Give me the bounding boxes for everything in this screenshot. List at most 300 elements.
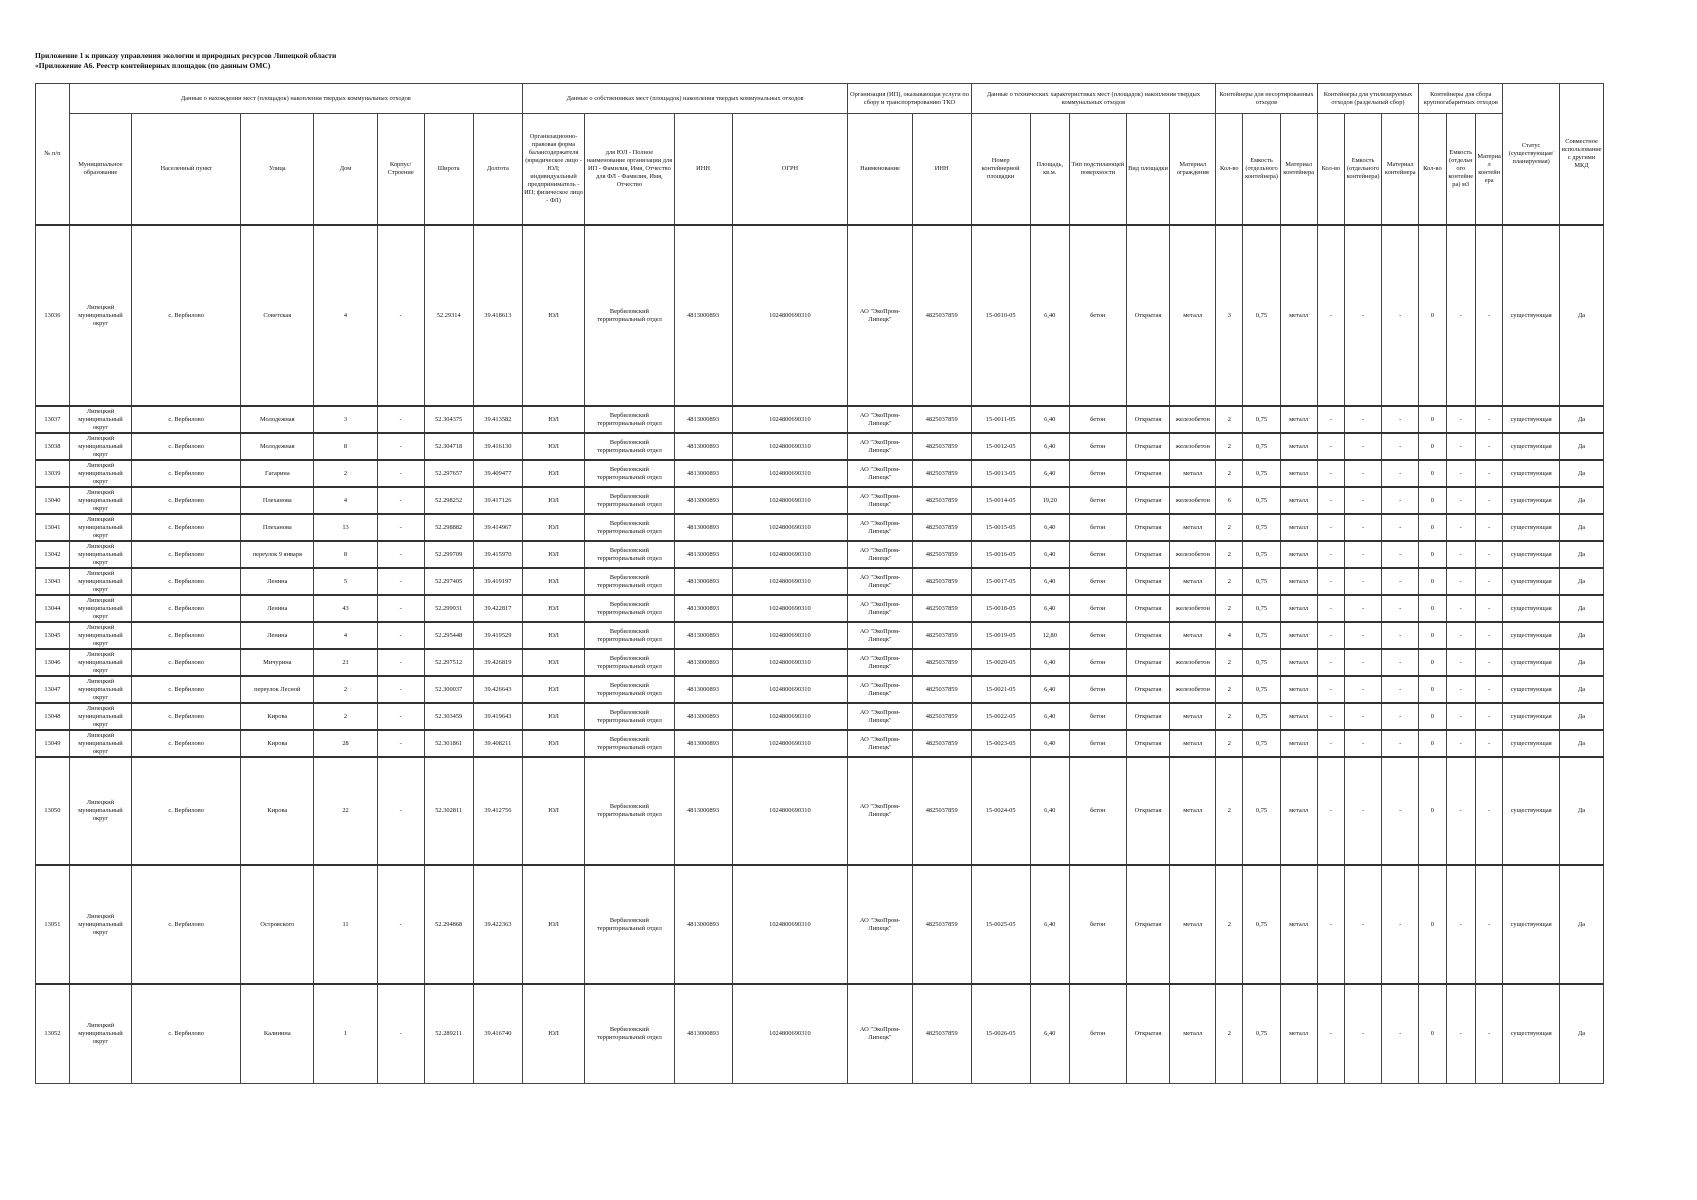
column-header-row (36, 114, 1604, 226)
cell-recyclable-material: - (1382, 541, 1419, 568)
cell-fence-material: железобетон (1170, 487, 1216, 514)
cell-recyclable-material: - (1382, 460, 1419, 487)
cell-recyclable-volume: - (1345, 433, 1382, 460)
cell-longitude: 39.419643 (473, 703, 522, 730)
cell-status: существующая (1503, 568, 1560, 595)
cell-bulky-volume: - (1446, 433, 1475, 460)
cell-bulky-volume: - (1446, 406, 1475, 433)
cell-surface: бетон (1069, 514, 1126, 541)
cell-building: - (377, 649, 424, 676)
group-header-owner: Данные о собственниках мест (площадок) накопления твердых коммунальных отходов (522, 84, 847, 114)
cell-status: существующая (1503, 703, 1560, 730)
cell-site-type: Открытая (1126, 676, 1170, 703)
cell-unsorted-volume: 0,75 (1243, 703, 1280, 730)
cell-area: 6,40 (1030, 703, 1069, 730)
cell-unsorted-volume: 0,75 (1243, 406, 1280, 433)
cell-site-type: Открытая (1126, 433, 1170, 460)
cell-row-number: 13040 (36, 487, 70, 514)
cell-municipality: Липецкий муниципальный округ (69, 514, 131, 541)
cell-recyclable-volume: - (1345, 514, 1382, 541)
cell-area: 12,80 (1030, 622, 1069, 649)
cell-latitude: 52.303459 (424, 703, 473, 730)
group-header-recyclable-containers: Контейнеры для утилизируемых отходов (раздельный сбор) (1317, 84, 1419, 114)
cell-recyclable-material: - (1382, 406, 1419, 433)
cell-unsorted-qty: 3 (1216, 225, 1243, 406)
cell-recyclable-volume: - (1345, 984, 1382, 1083)
cell-surface: бетон (1069, 757, 1126, 865)
cell-longitude: 39.417126 (473, 487, 522, 514)
cell-carrier-name: АО "ЭкоПром-Липецк" (848, 595, 912, 622)
cell-recyclable-material: - (1382, 487, 1419, 514)
table-row (36, 984, 1604, 1083)
cell-surface: бетон (1069, 487, 1126, 514)
column-header-longitude: Долгота (473, 114, 522, 226)
cell-building: - (377, 984, 424, 1083)
cell-latitude: 52.299709 (424, 541, 473, 568)
cell-building: - (377, 514, 424, 541)
cell-house: 8 (314, 433, 377, 460)
cell-unsorted-volume: 0,75 (1243, 676, 1280, 703)
cell-owner-name: Вербиловский территориальный отдел (585, 541, 675, 568)
cell-unsorted-qty: 2 (1216, 568, 1243, 595)
group-header-bulky-containers: Контейнеры для сбора крупногабаритных отходов (1419, 84, 1503, 114)
cell-carrier-name: АО "ЭкоПром-Липецк" (848, 514, 912, 541)
cell-unsorted-qty: 2 (1216, 514, 1243, 541)
cell-longitude: 39.422363 (473, 865, 522, 984)
cell-owner-inn: 4813000893 (674, 568, 732, 595)
cell-site-number: 15-0015-05 (971, 514, 1030, 541)
cell-area: 6,40 (1030, 541, 1069, 568)
cell-building: - (377, 406, 424, 433)
cell-owner-ogrn: 1024800690310 (732, 757, 848, 865)
cell-settlement: с. Вербилово (132, 595, 241, 622)
cell-recyclable-qty: - (1317, 865, 1344, 984)
column-header-recyclable-volume: Емкость (отдельного контейнера) (1345, 114, 1382, 226)
column-header-recyclable-qty: Кол-во (1317, 114, 1344, 226)
cell-owner-name: Вербиловский территориальный отдел (585, 460, 675, 487)
cell-recyclable-volume: - (1345, 676, 1382, 703)
cell-street: Калинина (241, 984, 314, 1083)
cell-area: 6,40 (1030, 676, 1069, 703)
cell-settlement: с. Вербилово (132, 568, 241, 595)
cell-bulky-qty: 0 (1419, 703, 1446, 730)
cell-shared-use: Да (1560, 487, 1604, 514)
cell-owner-inn: 4813000893 (674, 406, 732, 433)
cell-owner-form: ЮЛ (522, 433, 584, 460)
cell-site-number: 15-0013-05 (971, 460, 1030, 487)
cell-recyclable-qty: - (1317, 514, 1344, 541)
cell-unsorted-volume: 0,75 (1243, 595, 1280, 622)
cell-house: 2 (314, 460, 377, 487)
cell-owner-name: Вербиловский территориальный отдел (585, 433, 675, 460)
cell-recyclable-volume: - (1345, 541, 1382, 568)
cell-status: существующая (1503, 676, 1560, 703)
cell-surface: бетон (1069, 541, 1126, 568)
cell-bulky-material: - (1475, 703, 1502, 730)
column-header-carrier-inn: ИНН (912, 114, 971, 226)
cell-longitude: 39.409477 (473, 460, 522, 487)
cell-recyclable-material: - (1382, 514, 1419, 541)
cell-surface: бетон (1069, 865, 1126, 984)
cell-unsorted-qty: 2 (1216, 541, 1243, 568)
cell-building: - (377, 568, 424, 595)
cell-bulky-volume: - (1446, 703, 1475, 730)
cell-owner-ogrn: 1024800690310 (732, 703, 848, 730)
cell-recyclable-qty: - (1317, 703, 1344, 730)
cell-owner-form: ЮЛ (522, 865, 584, 984)
cell-municipality: Липецкий муниципальный округ (69, 757, 131, 865)
cell-unsorted-material: металл (1280, 757, 1317, 865)
cell-building: - (377, 487, 424, 514)
cell-recyclable-volume: - (1345, 865, 1382, 984)
cell-status: существующая (1503, 433, 1560, 460)
cell-owner-form: ЮЛ (522, 703, 584, 730)
cell-recyclable-qty: - (1317, 568, 1344, 595)
cell-shared-use: Да (1560, 622, 1604, 649)
cell-owner-ogrn: 1024800690310 (732, 541, 848, 568)
cell-longitude: 39.416130 (473, 433, 522, 460)
cell-area: 6,40 (1030, 730, 1069, 757)
cell-row-number: 13045 (36, 622, 70, 649)
cell-recyclable-qty: - (1317, 541, 1344, 568)
cell-latitude: 52.295448 (424, 622, 473, 649)
cell-owner-name: Вербиловский территориальный отдел (585, 703, 675, 730)
cell-surface: бетон (1069, 595, 1126, 622)
cell-building: - (377, 730, 424, 757)
cell-fence-material: железобетон (1170, 541, 1216, 568)
column-header-latitude: Широта (424, 114, 473, 226)
cell-recyclable-qty: - (1317, 487, 1344, 514)
cell-bulky-material: - (1475, 984, 1502, 1083)
cell-row-number: 13048 (36, 703, 70, 730)
cell-fence-material: железобетон (1170, 595, 1216, 622)
cell-bulky-volume: - (1446, 595, 1475, 622)
table-row (36, 225, 1604, 406)
cell-area: 6,40 (1030, 460, 1069, 487)
cell-bulky-material: - (1475, 730, 1502, 757)
cell-house: 43 (314, 595, 377, 622)
cell-recyclable-volume: - (1345, 406, 1382, 433)
container-sites-registry-table (35, 83, 1604, 1084)
column-header-carrier-name: Наименование (848, 114, 912, 226)
cell-recyclable-qty: - (1317, 730, 1344, 757)
cell-municipality: Липецкий муниципальный округ (69, 433, 131, 460)
cell-carrier-name: АО "ЭкоПром-Липецк" (848, 406, 912, 433)
cell-status: существующая (1503, 622, 1560, 649)
cell-longitude: 39.414967 (473, 514, 522, 541)
cell-owner-ogrn: 1024800690310 (732, 622, 848, 649)
cell-row-number: 13037 (36, 406, 70, 433)
cell-owner-form: ЮЛ (522, 225, 584, 406)
cell-building: - (377, 865, 424, 984)
cell-bulky-material: - (1475, 514, 1502, 541)
cell-street: Молодежная (241, 406, 314, 433)
cell-longitude: 39.422817 (473, 595, 522, 622)
cell-bulky-volume: - (1446, 460, 1475, 487)
cell-carrier-name: АО "ЭкоПром-Липецк" (848, 568, 912, 595)
cell-site-number: 15-0010-05 (971, 225, 1030, 406)
cell-carrier-name: АО "ЭкоПром-Липецк" (848, 541, 912, 568)
cell-fence-material: железобетон (1170, 406, 1216, 433)
cell-site-number: 15-0021-05 (971, 676, 1030, 703)
cell-bulky-qty: 0 (1419, 676, 1446, 703)
cell-unsorted-volume: 0,75 (1243, 757, 1280, 865)
column-header-settlement: Населенный пункт (132, 114, 241, 226)
cell-house: 2 (314, 676, 377, 703)
cell-latitude: 52.297405 (424, 568, 473, 595)
cell-fence-material: железобетон (1170, 649, 1216, 676)
cell-unsorted-material: металл (1280, 865, 1317, 984)
cell-bulky-material: - (1475, 649, 1502, 676)
cell-recyclable-volume: - (1345, 730, 1382, 757)
cell-site-number: 15-0025-05 (971, 865, 1030, 984)
cell-building: - (377, 433, 424, 460)
cell-recyclable-material: - (1382, 433, 1419, 460)
cell-area: 19,20 (1030, 487, 1069, 514)
cell-recyclable-material: - (1382, 649, 1419, 676)
cell-street: Плеханова (241, 487, 314, 514)
cell-area: 6,40 (1030, 757, 1069, 865)
cell-bulky-qty: 0 (1419, 595, 1446, 622)
cell-settlement: с. Вербилово (132, 406, 241, 433)
cell-owner-name: Вербиловский территориальный отдел (585, 676, 675, 703)
cell-bulky-material: - (1475, 460, 1502, 487)
cell-unsorted-material: металл (1280, 541, 1317, 568)
column-header-no: № п/п (36, 84, 70, 226)
table-row (36, 649, 1604, 676)
cell-fence-material: металл (1170, 622, 1216, 649)
cell-bulky-volume: - (1446, 649, 1475, 676)
cell-status: существующая (1503, 225, 1560, 406)
cell-street: Ленина (241, 568, 314, 595)
cell-municipality: Липецкий муниципальный округ (69, 568, 131, 595)
cell-settlement: с. Вербилово (132, 649, 241, 676)
cell-recyclable-qty: - (1317, 406, 1344, 433)
cell-shared-use: Да (1560, 568, 1604, 595)
cell-fence-material: железобетон (1170, 433, 1216, 460)
cell-latitude: 52.294868 (424, 865, 473, 984)
column-header-status: Статус (существующая/ планируемая) (1503, 84, 1560, 226)
cell-latitude: 52.289211 (424, 984, 473, 1083)
group-header-unsorted-containers: Контейнеры для несортированных отходов (1216, 84, 1318, 114)
cell-unsorted-qty: 2 (1216, 757, 1243, 865)
cell-unsorted-volume: 0,75 (1243, 514, 1280, 541)
cell-street: Мичурина (241, 649, 314, 676)
cell-site-type: Открытая (1126, 730, 1170, 757)
cell-area: 6,40 (1030, 865, 1069, 984)
cell-unsorted-volume: 0,75 (1243, 649, 1280, 676)
cell-surface: бетон (1069, 225, 1126, 406)
cell-building: - (377, 757, 424, 865)
cell-municipality: Липецкий муниципальный округ (69, 676, 131, 703)
cell-recyclable-qty: - (1317, 595, 1344, 622)
cell-owner-form: ЮЛ (522, 514, 584, 541)
cell-recyclable-qty: - (1317, 622, 1344, 649)
column-header-house: Дом (314, 114, 377, 226)
cell-row-number: 13051 (36, 865, 70, 984)
cell-recyclable-volume: - (1345, 460, 1382, 487)
cell-shared-use: Да (1560, 406, 1604, 433)
document-title (35, 51, 336, 71)
cell-latitude: 52.299931 (424, 595, 473, 622)
cell-owner-inn: 4813000893 (674, 433, 732, 460)
cell-bulky-volume: - (1446, 676, 1475, 703)
cell-site-number: 15-0020-05 (971, 649, 1030, 676)
cell-surface: бетон (1069, 676, 1126, 703)
cell-owner-ogrn: 1024800690310 (732, 568, 848, 595)
cell-unsorted-volume: 0,75 (1243, 568, 1280, 595)
cell-bulky-qty: 0 (1419, 568, 1446, 595)
cell-unsorted-volume: 0,75 (1243, 433, 1280, 460)
cell-bulky-material: - (1475, 865, 1502, 984)
cell-building: - (377, 676, 424, 703)
cell-site-number: 15-0024-05 (971, 757, 1030, 865)
cell-street: Кирова (241, 703, 314, 730)
table-row (36, 730, 1604, 757)
column-header-bulky-qty: Кол-во (1419, 114, 1446, 226)
cell-site-number: 15-0018-05 (971, 595, 1030, 622)
cell-building: - (377, 622, 424, 649)
cell-longitude: 39.416740 (473, 984, 522, 1083)
cell-municipality: Липецкий муниципальный округ (69, 595, 131, 622)
cell-carrier-name: АО "ЭкоПром-Липецк" (848, 757, 912, 865)
cell-street: Кирова (241, 757, 314, 865)
cell-unsorted-material: металл (1280, 622, 1317, 649)
cell-site-number: 15-0017-05 (971, 568, 1030, 595)
cell-recyclable-qty: - (1317, 649, 1344, 676)
cell-site-type: Открытая (1126, 865, 1170, 984)
column-header-street: Улица (241, 114, 314, 226)
cell-bulky-qty: 0 (1419, 730, 1446, 757)
cell-carrier-name: АО "ЭкоПром-Липецк" (848, 622, 912, 649)
cell-bulky-material: - (1475, 433, 1502, 460)
cell-building: - (377, 225, 424, 406)
cell-area: 6,40 (1030, 225, 1069, 406)
cell-area: 6,40 (1030, 514, 1069, 541)
cell-house: 1 (314, 984, 377, 1083)
cell-carrier-inn: 4825037859 (912, 406, 971, 433)
cell-fence-material: железобетон (1170, 676, 1216, 703)
cell-unsorted-material: металл (1280, 460, 1317, 487)
cell-status: существующая (1503, 595, 1560, 622)
cell-settlement: с. Вербилово (132, 984, 241, 1083)
cell-site-type: Открытая (1126, 595, 1170, 622)
cell-bulky-volume: - (1446, 225, 1475, 406)
cell-carrier-inn: 4825037859 (912, 676, 971, 703)
cell-fence-material: металл (1170, 460, 1216, 487)
cell-longitude: 39.419529 (473, 622, 522, 649)
cell-bulky-volume: - (1446, 622, 1475, 649)
cell-settlement: с. Вербилово (132, 730, 241, 757)
cell-house: 3 (314, 406, 377, 433)
cell-unsorted-volume: 0,75 (1243, 984, 1280, 1083)
cell-carrier-inn: 4825037859 (912, 568, 971, 595)
cell-latitude: 52.300037 (424, 676, 473, 703)
cell-latitude: 52.29314 (424, 225, 473, 406)
cell-carrier-inn: 4825037859 (912, 433, 971, 460)
cell-recyclable-volume: - (1345, 622, 1382, 649)
cell-bulky-qty: 0 (1419, 865, 1446, 984)
cell-unsorted-material: металл (1280, 406, 1317, 433)
cell-area: 6,40 (1030, 568, 1069, 595)
cell-municipality: Липецкий муниципальный округ (69, 649, 131, 676)
cell-surface: бетон (1069, 649, 1126, 676)
cell-carrier-inn: 4825037859 (912, 649, 971, 676)
cell-shared-use: Да (1560, 703, 1604, 730)
cell-row-number: 13047 (36, 676, 70, 703)
cell-area: 6,40 (1030, 649, 1069, 676)
cell-bulky-qty: 0 (1419, 622, 1446, 649)
cell-owner-ogrn: 1024800690310 (732, 433, 848, 460)
cell-owner-form: ЮЛ (522, 984, 584, 1083)
cell-municipality: Липецкий муниципальный округ (69, 622, 131, 649)
cell-unsorted-volume: 0,75 (1243, 487, 1280, 514)
title-line-2: «Приложение А6. Реестр контейнерных площадок (по данным ОМС) (35, 61, 271, 70)
cell-latitude: 52.297512 (424, 649, 473, 676)
cell-carrier-name: АО "ЭкоПром-Липецк" (848, 730, 912, 757)
cell-carrier-inn: 4825037859 (912, 487, 971, 514)
cell-surface: бетон (1069, 622, 1126, 649)
cell-bulky-qty: 0 (1419, 406, 1446, 433)
cell-street: Ленина (241, 622, 314, 649)
cell-longitude: 39.418613 (473, 225, 522, 406)
cell-unsorted-material: металл (1280, 676, 1317, 703)
cell-municipality: Липецкий муниципальный округ (69, 984, 131, 1083)
cell-area: 6,40 (1030, 433, 1069, 460)
cell-longitude: 39.413582 (473, 406, 522, 433)
cell-row-number: 13044 (36, 595, 70, 622)
cell-carrier-inn: 4825037859 (912, 865, 971, 984)
cell-carrier-inn: 4825037859 (912, 984, 971, 1083)
column-header-fence-material: Материал ограждения (1170, 114, 1216, 226)
cell-carrier-inn: 4825037859 (912, 622, 971, 649)
cell-longitude: 39.408211 (473, 730, 522, 757)
cell-owner-name: Вербиловский территориальный отдел (585, 225, 675, 406)
column-header-surface: Тип подстилающей поверхности (1069, 114, 1126, 226)
cell-recyclable-qty: - (1317, 225, 1344, 406)
cell-fence-material: металл (1170, 514, 1216, 541)
cell-site-type: Открытая (1126, 568, 1170, 595)
cell-surface: бетон (1069, 984, 1126, 1083)
cell-site-type: Открытая (1126, 649, 1170, 676)
cell-settlement: с. Вербилово (132, 541, 241, 568)
cell-owner-name: Вербиловский территориальный отдел (585, 487, 675, 514)
cell-bulky-material: - (1475, 406, 1502, 433)
cell-status: существующая (1503, 514, 1560, 541)
cell-site-type: Открытая (1126, 406, 1170, 433)
table-row (36, 487, 1604, 514)
cell-owner-ogrn: 1024800690310 (732, 865, 848, 984)
cell-unsorted-qty: 2 (1216, 433, 1243, 460)
cell-settlement: с. Вербилово (132, 865, 241, 984)
cell-bulky-material: - (1475, 595, 1502, 622)
cell-carrier-name: АО "ЭкоПром-Липецк" (848, 703, 912, 730)
cell-unsorted-qty: 2 (1216, 649, 1243, 676)
cell-owner-form: ЮЛ (522, 649, 584, 676)
cell-house: 4 (314, 487, 377, 514)
cell-owner-inn: 4813000893 (674, 984, 732, 1083)
cell-owner-form: ЮЛ (522, 460, 584, 487)
cell-latitude: 52.304375 (424, 406, 473, 433)
cell-unsorted-qty: 2 (1216, 865, 1243, 984)
cell-unsorted-material: металл (1280, 703, 1317, 730)
cell-owner-ogrn: 1024800690310 (732, 225, 848, 406)
cell-owner-name: Вербиловский территориальный отдел (585, 757, 675, 865)
column-header-site-type: Вид площадки (1126, 114, 1170, 226)
cell-status: существующая (1503, 406, 1560, 433)
cell-carrier-inn: 4825037859 (912, 541, 971, 568)
cell-owner-ogrn: 1024800690310 (732, 406, 848, 433)
